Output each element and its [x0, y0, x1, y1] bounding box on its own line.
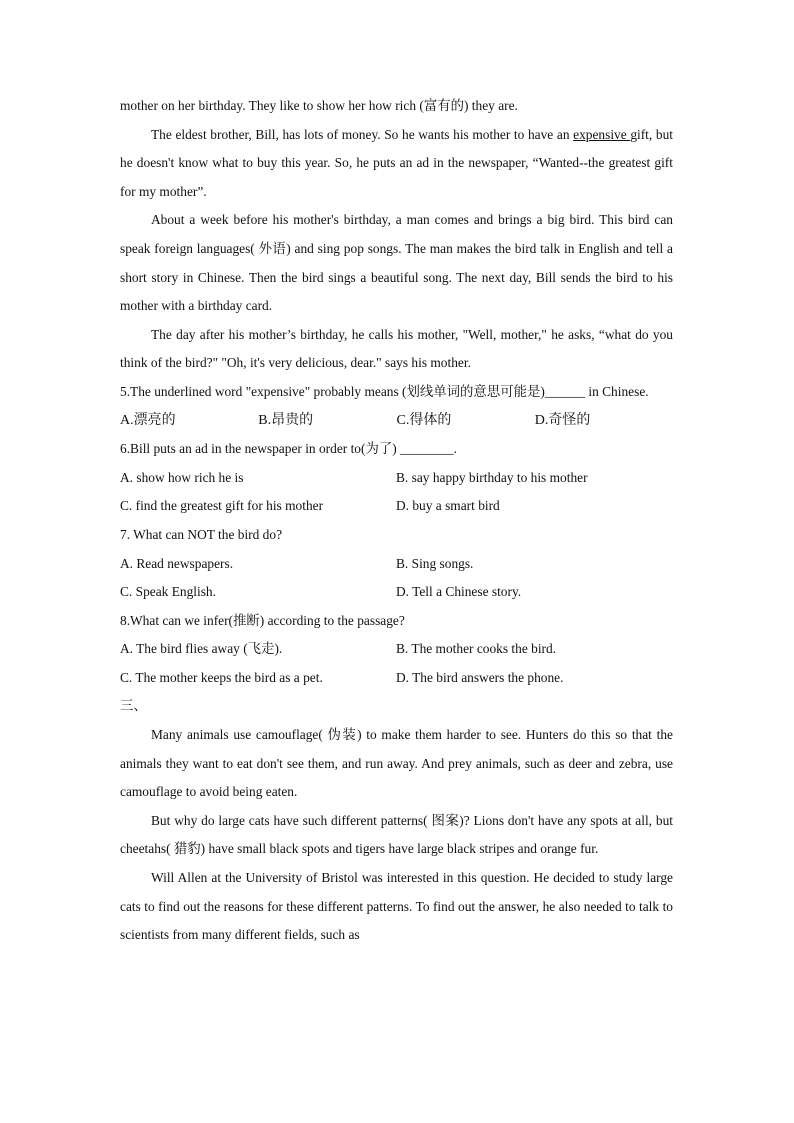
- question-7: [120, 521, 673, 607]
- option-a: A. Read newspapers.: [120, 555, 234, 571]
- option-a: A. show how rich he is: [120, 469, 244, 485]
- passage-text: The eldest brother, Bill, has lots of money. So he wants his mother to have an: [151, 126, 570, 142]
- option-a: A. The bird flies away (飞走).: [120, 641, 283, 657]
- option-a: A.漂亮的: [120, 412, 176, 428]
- option-c: C. find the greatest gift for his mother: [120, 498, 324, 514]
- option-d: D. The bird answers the phone.: [396, 669, 564, 685]
- question-stem: 6.Bill puts an ad in the newspaper in order to(为了) ________.: [120, 441, 457, 457]
- option-d: D.奇怪的: [534, 412, 591, 428]
- option-b: B. Sing songs.: [396, 555, 474, 571]
- section3-paragraph-2: But why do large cats have such different patterns( 图案)? Lions don't have any spots at all, but cheetahs( 猎豹) have small black spots and tigers have large black stripes and orange fur.: [120, 812, 673, 857]
- question-8: [120, 607, 673, 693]
- option-b: B.昂贵的: [258, 412, 314, 428]
- option-c: C.得体的: [396, 412, 452, 428]
- question-options: [120, 635, 673, 692]
- option-c: C. The mother keeps the bird as a pet.: [120, 669, 323, 685]
- option-b: B. say happy birthday to his mother: [396, 469, 588, 485]
- question-stem: 7. What can NOT the bird do?: [120, 526, 283, 542]
- question-6: [120, 435, 673, 521]
- option-d: D. Tell a Chinese story.: [396, 584, 522, 600]
- question-stem: 8.What can we infer(推断) according to the passage?: [120, 612, 405, 628]
- section3-paragraph-1: Many animals use camouflage( 伪装) to make them harder to see. Hunters do this so that the animals they want to eat don't see them, and run away. And prey animals, such as deer and zebra, use camouflage to avoid being eaten.: [120, 727, 673, 800]
- section3-paragraph-3: Will Allen at the University of Bristol was interested in this question. He decided to study large cats to find out the reasons for these different patterns. To find out the answer, he also needed to talk to scientists from many different fields, such as: [120, 870, 673, 943]
- passage-text: gift, but he doesn't know what to buy this year. So, he puts an ad in the newspaper, “Wanted--the greatest gift for my mother”.: [120, 126, 673, 199]
- question-5: [120, 378, 673, 435]
- passage-paragraph-3: The day after his mother’s birthday, he calls his mother, "Well, mother," he asks, “what do you think of the bird?" "Oh, it's very delicious, dear." says his mother.: [120, 326, 673, 371]
- passage-paragraph-2: About a week before his mother's birthday, a man comes and brings a big bird. This bird can speak foreign languages( 外语) and sing pop songs. The man makes the bird talk in English and tell a short story in Chinese. Then the bird sings a beautiful song. The next day, Bill sends the bird to his mother with a birthday card.: [120, 212, 673, 314]
- question-options: [120, 550, 673, 607]
- question-options: [120, 464, 673, 521]
- document-page: [120, 92, 673, 950]
- question-options: [120, 407, 673, 436]
- underlined-word: expensive: [573, 126, 631, 142]
- option-c: C. Speak English.: [120, 584, 216, 600]
- question-stem: 5.The underlined word "expensive" probably means (划线单词的意思可能是)______ in Chinese.: [120, 383, 649, 399]
- passage-paragraph-1: [120, 121, 673, 207]
- option-d: D. buy a smart bird: [396, 498, 500, 514]
- option-b: B. The mother cooks the bird.: [396, 641, 557, 657]
- section-heading: 三、: [120, 698, 147, 714]
- passage-paragraph-tail: mother on her birthday. They like to show her how rich (富有的) they are.: [120, 98, 518, 113]
